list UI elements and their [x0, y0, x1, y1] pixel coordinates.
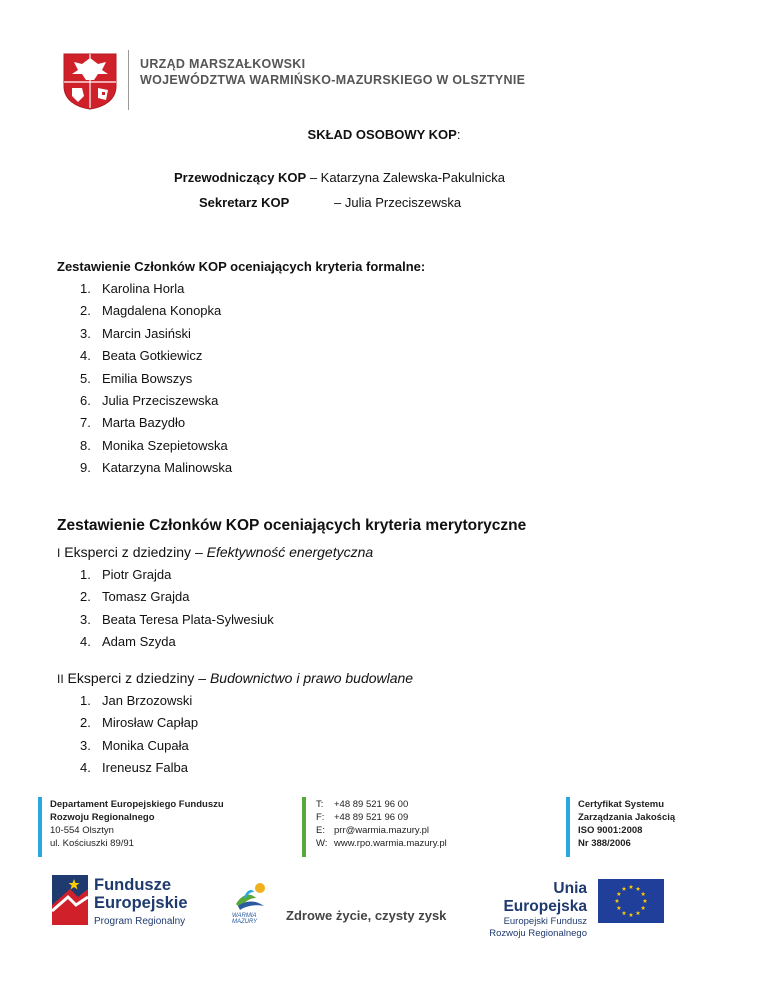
contact-fax	[316, 811, 447, 824]
item-number: 4.	[80, 348, 91, 364]
org-line-2: WOJEWÓDZTWA WARMIŃSKO-MAZURSKIEGO W OLSZTYNIE	[140, 73, 526, 87]
chair-line	[174, 170, 505, 185]
item-number: 4.	[80, 760, 91, 776]
contact-label: E:	[316, 825, 325, 836]
fe-line-3: Program Regionalny	[94, 916, 186, 927]
member-name: Monika Szepietowska	[102, 437, 228, 453]
item-number: 7.	[80, 415, 91, 431]
member-name: Karolina Horla	[102, 281, 185, 296]
item-number: 5.	[80, 370, 91, 386]
list-item	[80, 738, 198, 760]
address-line-2: ul. Kościuszki 89/91	[50, 838, 134, 849]
member-name: Monika Cupała	[102, 737, 189, 753]
dept-line-1: Departament Europejskiego Funduszu	[50, 799, 224, 810]
group-prefix: Eksperci z dziedziny –	[60, 544, 207, 560]
list-item	[80, 348, 232, 370]
fundusze-europejskie-icon	[52, 875, 88, 925]
member-name: Jan Brzozowski	[102, 693, 193, 708]
cert-line-4: Nr 388/2006	[578, 838, 631, 849]
ue-line-1: Unia Europejska	[503, 880, 587, 915]
list-item	[80, 371, 232, 393]
fe-line-2: Europejskie	[94, 894, 188, 912]
list-item	[80, 438, 232, 460]
org-line-1: URZĄD MARSZAŁKOWSKI	[140, 57, 306, 71]
cert-line-2: Zarządzania Jakością	[578, 812, 676, 823]
secretary-value: – Julia Przeciszewska	[334, 195, 462, 210]
member-name: Marcin Jasiński	[102, 325, 191, 341]
contact-value: prr@warmia.mazury.pl	[334, 825, 429, 836]
header-separator	[128, 50, 129, 110]
list-item	[80, 415, 232, 437]
list-item	[80, 281, 232, 303]
member-name: Julia Przeciszewska	[102, 392, 219, 408]
contact-value: +48 89 521 96 09	[334, 812, 409, 823]
member-name: Marta Bazydło	[102, 415, 186, 431]
item-number: 2.	[80, 715, 91, 731]
secretary-label: Sekretarz KOP	[199, 195, 290, 210]
list-item	[80, 326, 232, 348]
member-name: Magdalena Konopka	[102, 303, 222, 319]
group-roman: II	[57, 672, 64, 686]
group-field: Budownictwo i prawo budowlane	[209, 670, 414, 686]
contact-label: F:	[316, 812, 325, 823]
list-item	[80, 634, 274, 656]
footer-contact	[316, 798, 447, 850]
member-name: Beata Gotkiewicz	[102, 348, 203, 364]
footer-bar-blue-2	[566, 797, 570, 857]
item-number: 3.	[80, 325, 91, 341]
merit-group-2-heading	[57, 670, 413, 686]
merit-heading: Zestawienie Członków KOP oceniających kryteria merytoryczne	[57, 517, 527, 534]
group-field: Efektywność energetyczna	[206, 544, 374, 560]
list-item	[80, 303, 232, 325]
list-item	[80, 715, 198, 737]
footer-bar-green	[302, 797, 306, 857]
contact-label: W:	[316, 838, 328, 849]
footer-certificate	[578, 798, 675, 850]
contact-www	[316, 837, 447, 850]
formal-members-list	[80, 281, 232, 483]
page-title	[0, 127, 768, 142]
list-item	[80, 460, 232, 482]
member-name: Adam Szyda	[102, 634, 176, 650]
group-prefix: Eksperci z dziedziny –	[63, 670, 210, 686]
organization-name	[140, 56, 525, 88]
contact-label: T:	[316, 799, 324, 810]
ue-line-3: Rozwoju Regionalnego	[489, 928, 587, 939]
slogan: Zdrowe życie, czysty zysk	[286, 908, 447, 923]
group-roman: I	[57, 546, 61, 560]
ue-line-2: Europejski Fundusz	[503, 916, 587, 927]
item-number: 4.	[80, 634, 91, 650]
list-item	[80, 612, 274, 634]
merit-group-1-heading	[57, 544, 373, 560]
member-name: Tomasz Grajda	[102, 589, 190, 605]
list-item	[80, 567, 274, 589]
fe-line-1: Fundusze	[94, 876, 171, 894]
eu-flag-icon	[598, 879, 664, 923]
cert-line-1: Certyfikat Systemu	[578, 799, 665, 810]
item-number: 3.	[80, 611, 91, 627]
contact-phone	[316, 798, 447, 811]
chair-value: – Katarzyna Zalewska-Pakulnicka	[306, 170, 505, 185]
item-number: 8.	[80, 437, 91, 453]
chair-label: Przewodniczący KOP	[174, 170, 307, 185]
item-number: 2.	[80, 303, 91, 319]
item-number: 9.	[80, 460, 91, 476]
member-name: Katarzyna Malinowska	[102, 460, 233, 476]
item-number: 3.	[80, 737, 91, 753]
contact-value: +48 89 521 96 00	[334, 799, 409, 810]
coat-of-arms-icon	[62, 52, 118, 110]
list-item	[80, 589, 274, 611]
list-item	[80, 393, 232, 415]
item-number: 1.	[80, 567, 91, 582]
item-number: 6.	[80, 392, 91, 408]
merit-group-2-list	[80, 693, 198, 783]
merit-group-1-list	[80, 567, 274, 657]
cert-line-3: ISO 9001:2008	[578, 825, 643, 836]
contact-email	[316, 824, 447, 837]
footer-department	[50, 798, 224, 850]
item-number: 2.	[80, 589, 91, 605]
warmia-mazury-small-text: WARMIA MAZURY	[232, 913, 258, 925]
address-line-1: 10-554 Olsztyn	[50, 825, 114, 836]
footer-bar-blue	[38, 797, 42, 857]
item-number: 1.	[80, 281, 91, 296]
member-name: Mirosław Capłap	[102, 715, 199, 731]
member-name: Beata Teresa Plata-Sylwesiuk	[102, 611, 274, 627]
eu-logo-text	[470, 880, 587, 940]
title-bold: SKŁAD OSOBOWY KOP	[307, 127, 457, 142]
member-name: Ireneusz Falba	[102, 760, 188, 776]
formal-heading: Zestawienie Członków KOP oceniających kryteria formalne:	[57, 259, 426, 274]
item-number: 1.	[80, 693, 91, 708]
list-item	[80, 693, 198, 715]
title-suffix: :	[456, 127, 461, 142]
list-item	[80, 760, 198, 782]
contact-value: www.rpo.warmia.mazury.pl	[334, 838, 447, 849]
fundusze-europejskie-logo-text	[94, 876, 188, 929]
dept-line-2: Rozwoju Regionalnego	[50, 812, 155, 823]
member-name: Emilia Bowszys	[102, 370, 193, 386]
member-name: Piotr Grajda	[102, 567, 172, 582]
